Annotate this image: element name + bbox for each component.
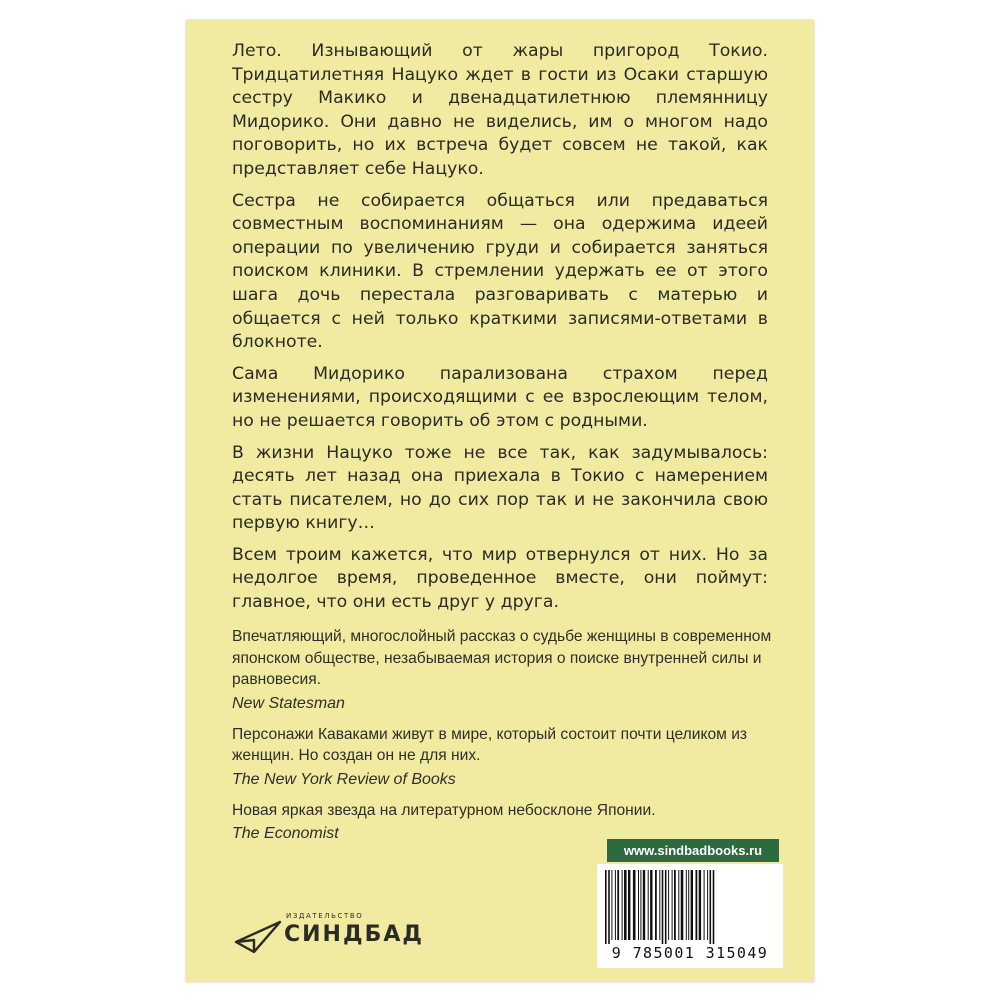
quote-source: New Statesman xyxy=(232,694,345,712)
quote-text: Персонажи Каваками живут в мире, который состоит почти целиком из женщин. Но создан он не для них. xyxy=(232,725,748,764)
blurb-paragraph-3: Сама Мидорико парализована страхом перед изменениями, происходящими с ее взрослеющим телом, но не решается говорить об этом с родными. xyxy=(232,363,768,431)
press-quotes xyxy=(232,626,772,854)
blurb-paragraph-4: В жизни Нацуко тоже не все так, как задумывалось: десять лет назад она приехала в Токио с намерением стать писателем, но до сих пор так и не закончила свою первую книгу… xyxy=(232,442,768,534)
publisher-website: www.sindbadbooks.ru xyxy=(607,839,779,862)
barcode-bars xyxy=(603,870,777,944)
blurb-paragraph-2: Сестра не собирается общаться или предаваться совместным воспоминаниям — она одержима идеей операции по увеличению груди и собирается заняться поиском клиники. В стремлении удержать ее от этого шага дочь перестала разговаривать с матерью и общается с ней только краткими записями-ответами в блокноте. xyxy=(232,190,768,353)
blurb-paragraph-5: Всем троим кажется, что мир отвернулся от них. Но за недолгое время, проведенное вместе, они поймут: главное, что они есть друг у друга. xyxy=(232,544,768,613)
press-quote xyxy=(232,724,772,791)
quote-source: The Economist xyxy=(232,825,339,842)
quote-text: Новая яркая звезда на литературном небосклоне Японии. xyxy=(232,801,656,819)
press-quote xyxy=(232,626,772,715)
isbn-number: 9 785001 315049 xyxy=(611,944,769,962)
blurb-paragraph-1: Лето. Изнывающий от жары пригород Токио. Тридцатилетняя Нацуко ждет в гости из Осаки старшую сестру Макико и двенадцатилетнюю племянницу Мидорико. Они давно не виделись, им о многом надо поговорить, но их встреча будет совсем не такой, как представляет себе Нацуко. xyxy=(232,41,768,179)
publisher-label: ИЗДАТЕЛЬСТВО xyxy=(286,912,364,920)
sail-logo-icon xyxy=(234,918,282,958)
quote-text: Впечатляющий, многослойный рассказ о судьбе женщины в современном японском обществе, незабываемая история о поиске внутренней силы и равновесия. xyxy=(232,628,772,688)
publisher-name: СИНДБАД xyxy=(284,922,424,947)
publisher-logo xyxy=(234,912,424,962)
blurb-text xyxy=(232,40,768,623)
quote-source: The New York Review of Books xyxy=(232,770,456,788)
barcode-panel xyxy=(597,864,783,968)
